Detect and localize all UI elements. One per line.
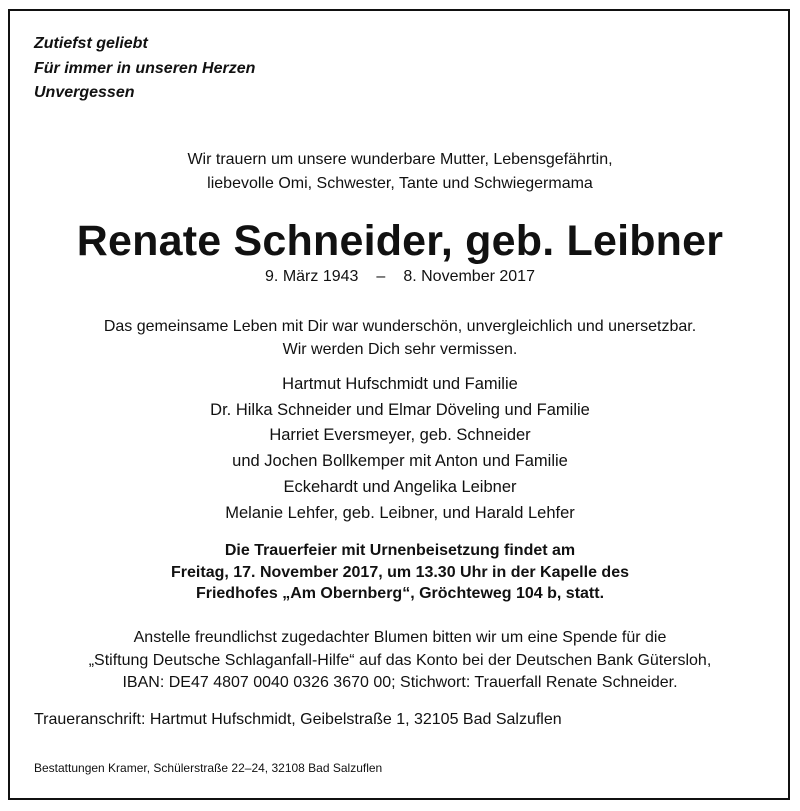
birth-date: 9. März 1943 bbox=[265, 268, 359, 285]
mourner-line: Eckehardt und Angelika Leibner bbox=[283, 477, 517, 496]
donation-line: Anstelle freundlichst zugedachter Blumen bitten wir um eine Spende für die bbox=[133, 629, 667, 646]
deceased-name: Renate Schneider, geb. Leibner bbox=[76, 217, 724, 265]
ceremony-line: Friedhofes „Am Obernberg“, Gröchteweg 104 b, statt. bbox=[195, 585, 605, 602]
intro-line: Wir trauern um unsere wunderbare Mutter, Lebensgefährtin, bbox=[187, 151, 613, 168]
memorial-quote bbox=[0, 315, 800, 361]
mourner-line: Dr. Hilka Schneider und Elmar Döveling und Familie bbox=[210, 400, 590, 419]
mourning-address: Traueranschrift: Hartmut Hufschmidt, Geibelstraße 1, 32105 Bad Salzuflen bbox=[34, 711, 562, 728]
quote-line: Wir werden Dich sehr vermissen. bbox=[282, 341, 518, 358]
mourners-list bbox=[0, 372, 800, 526]
ceremony-line: Freitag, 17. November 2017, um 13.30 Uhr in der Kapelle des bbox=[171, 563, 629, 581]
undertaker-info: Bestattungen Kramer, Schülerstraße 22–24, 32108 Bad Salzuflen bbox=[34, 761, 383, 775]
intro-text bbox=[0, 148, 800, 196]
motto-block bbox=[34, 32, 255, 106]
motto-line: Unvergessen bbox=[34, 84, 135, 101]
life-dates bbox=[0, 266, 800, 288]
donation-line: IBAN: DE47 4807 0040 0326 3670 00; Stichwort: Trauerfall Renate Schneider. bbox=[122, 674, 678, 691]
ceremony-line: Die Trauerfeier mit Urnenbeisetzung findet am bbox=[224, 542, 576, 559]
donation-request bbox=[0, 627, 800, 695]
intro-line: liebevolle Omi, Schwester, Tante und Schwiegermama bbox=[207, 175, 593, 192]
funeral-ceremony-info bbox=[0, 540, 800, 605]
mourner-line: Melanie Lehfer, geb. Leibner, und Harald Lehfer bbox=[225, 503, 575, 522]
mourner-line: Hartmut Hufschmidt und Familie bbox=[282, 375, 518, 393]
date-separator: – bbox=[376, 268, 386, 285]
motto-line: Zutiefst geliebt bbox=[34, 35, 148, 52]
mourner-line: Harriet Eversmeyer, geb. Schneider bbox=[269, 426, 531, 445]
mourner-line: und Jochen Bollkemper mit Anton und Familie bbox=[232, 452, 568, 471]
death-date: 8. November 2017 bbox=[403, 268, 535, 285]
quote-line: Das gemeinsame Leben mit Dir war wunderschön, unvergleichlich und unersetzbar. bbox=[103, 318, 697, 335]
motto-line: Für immer in unseren Herzen bbox=[34, 59, 256, 77]
donation-line: „Stiftung Deutsche Schlaganfall-Hilfe“ auf das Konto bei der Deutschen Bank Gütersloh, bbox=[88, 651, 712, 669]
